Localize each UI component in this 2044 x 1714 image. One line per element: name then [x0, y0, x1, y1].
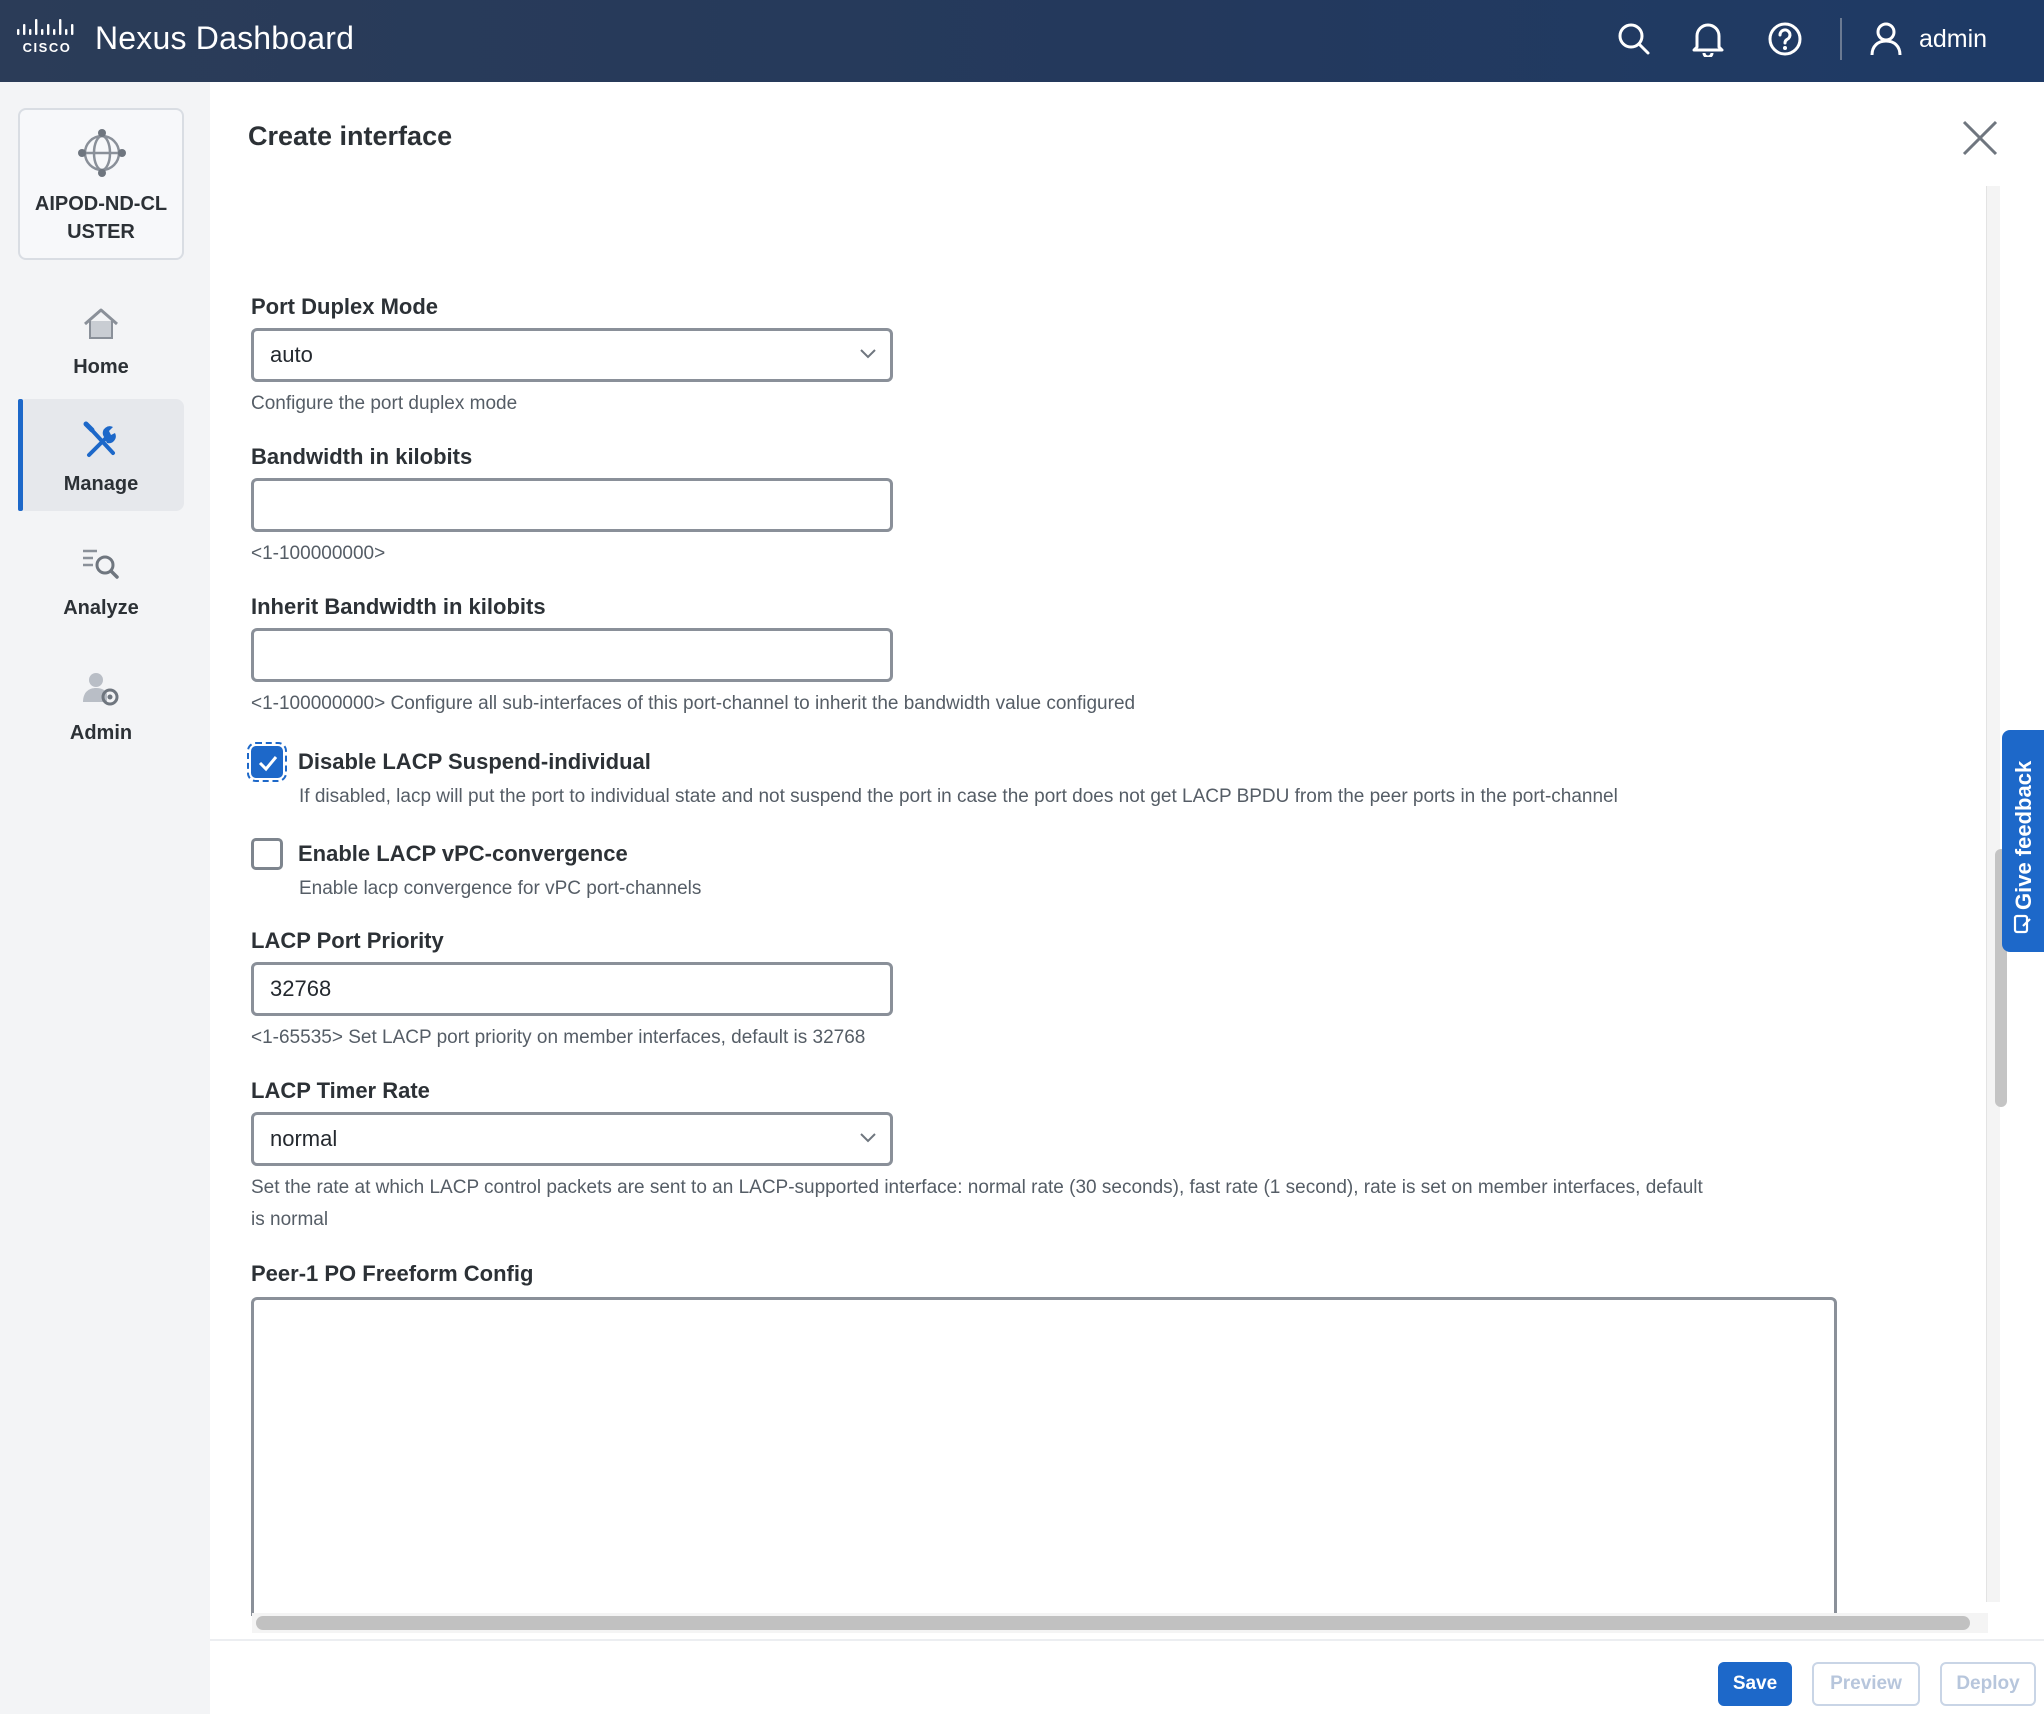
- save-button[interactable]: Save: [1718, 1662, 1792, 1706]
- give-feedback-label: Give feedback: [2011, 760, 2036, 910]
- sidebar: [0, 82, 210, 1714]
- footer-divider: [210, 1639, 2044, 1641]
- peer1-freeform-label: Peer-1 PO Freeform Config: [251, 1261, 534, 1286]
- lacp-port-priority-label: LACP Port Priority: [251, 928, 444, 953]
- user-name[interactable]: admin: [1919, 25, 1988, 53]
- sidebar-item-label: Manage: [63, 473, 139, 495]
- help-icon[interactable]: [1765, 19, 1805, 59]
- lacp-timer-rate-label: LACP Timer Rate: [251, 1078, 430, 1103]
- sidebar-item-analyze[interactable]: [18, 523, 184, 635]
- feedback-icon: [2013, 914, 2033, 934]
- chevron-down-icon: [860, 349, 876, 359]
- cluster-card[interactable]: [18, 108, 184, 260]
- cluster-name: AIPOD-ND-CLUSTER: [34, 193, 168, 243]
- cisco-logo: [16, 18, 78, 54]
- enable-lacp-vpc-label[interactable]: Enable LACP vPC-convergence: [298, 841, 628, 866]
- lacp-timer-rate-help-cont: is normal: [251, 1209, 329, 1230]
- enable-lacp-vpc-help: Enable lacp convergence for vPC port-channels: [299, 878, 702, 899]
- port-duplex-value: auto: [270, 342, 313, 367]
- enable-lacp-vpc-checkbox[interactable]: [251, 838, 283, 870]
- close-icon[interactable]: [1952, 110, 2008, 166]
- inherit-bandwidth-label: Inherit Bandwidth in kilobits: [251, 594, 546, 619]
- sidebar-item-label: Admin: [69, 722, 133, 744]
- lacp-port-priority-help: <1-65535> Set LACP port priority on member interfaces, default is 32768: [251, 1027, 866, 1048]
- top-divider: [1840, 18, 1842, 60]
- bandwidth-label: Bandwidth in kilobits: [251, 444, 473, 469]
- sidebar-item-admin[interactable]: [18, 648, 184, 760]
- sidebar-item-label: Analyze: [63, 597, 139, 619]
- inherit-bandwidth-input[interactable]: [251, 628, 893, 682]
- top-bar: [0, 0, 2044, 82]
- form-scroll-area: [210, 186, 1990, 1616]
- cisco-logo-text: CISCO: [22, 40, 72, 54]
- lacp-timer-rate-value: normal: [270, 1126, 338, 1151]
- wrench-icon: [81, 421, 121, 461]
- lacp-timer-rate-select[interactable]: [251, 1112, 893, 1166]
- lacp-port-priority-input[interactable]: [251, 962, 893, 1016]
- give-feedback-tab[interactable]: [2002, 730, 2044, 952]
- disable-lacp-suspend-checkbox[interactable]: [251, 746, 283, 778]
- horizontal-scrollbar-thumb[interactable]: [256, 1616, 1970, 1630]
- lacp-timer-rate-help: Set the rate at which LACP control packets are sent to an LACP-supported interface: normal rate (30 seconds), fast rate (1 second), rate is set on member interfaces, default: [251, 1177, 1703, 1198]
- sidebar-item-manage[interactable]: [18, 399, 184, 511]
- bandwidth-help: <1-100000000>: [251, 543, 386, 564]
- main-panel: [210, 82, 2044, 1714]
- port-duplex-help: Configure the port duplex mode: [251, 393, 518, 414]
- app-title: Nexus Dashboard: [95, 20, 355, 56]
- deploy-button[interactable]: Deploy: [1940, 1662, 2036, 1706]
- peer1-freeform-textarea[interactable]: [251, 1297, 1837, 1616]
- bell-icon[interactable]: [1688, 19, 1728, 59]
- port-duplex-label: Port Duplex Mode: [251, 294, 439, 319]
- user-icon[interactable]: [1866, 19, 1906, 59]
- analyze-icon: [81, 545, 121, 585]
- bandwidth-input[interactable]: [251, 478, 893, 532]
- home-icon: [81, 304, 121, 344]
- globe-icon: [76, 128, 128, 178]
- disable-lacp-suspend-help: If disabled, lacp will put the port to individual state and not suspend the port in case the port does not get LACP BPDU from the peer ports in the port-channel: [299, 786, 1618, 807]
- disable-lacp-suspend-label[interactable]: Disable LACP Suspend-individual: [298, 749, 651, 774]
- page-title: Create interface: [248, 121, 453, 151]
- check-icon: [258, 754, 278, 772]
- chevron-down-icon: [860, 1133, 876, 1143]
- port-duplex-select[interactable]: [251, 328, 893, 382]
- sidebar-item-label: Home: [73, 356, 129, 378]
- sidebar-item-home[interactable]: [18, 282, 184, 394]
- admin-icon: [81, 670, 121, 710]
- inherit-bandwidth-help: <1-100000000> Configure all sub-interfaces of this port-channel to inherit the bandwidth value configured: [251, 693, 1136, 714]
- lacp-port-priority-value: 32768: [270, 976, 332, 1001]
- search-icon[interactable]: [1614, 19, 1654, 59]
- preview-button[interactable]: Preview: [1812, 1662, 1920, 1706]
